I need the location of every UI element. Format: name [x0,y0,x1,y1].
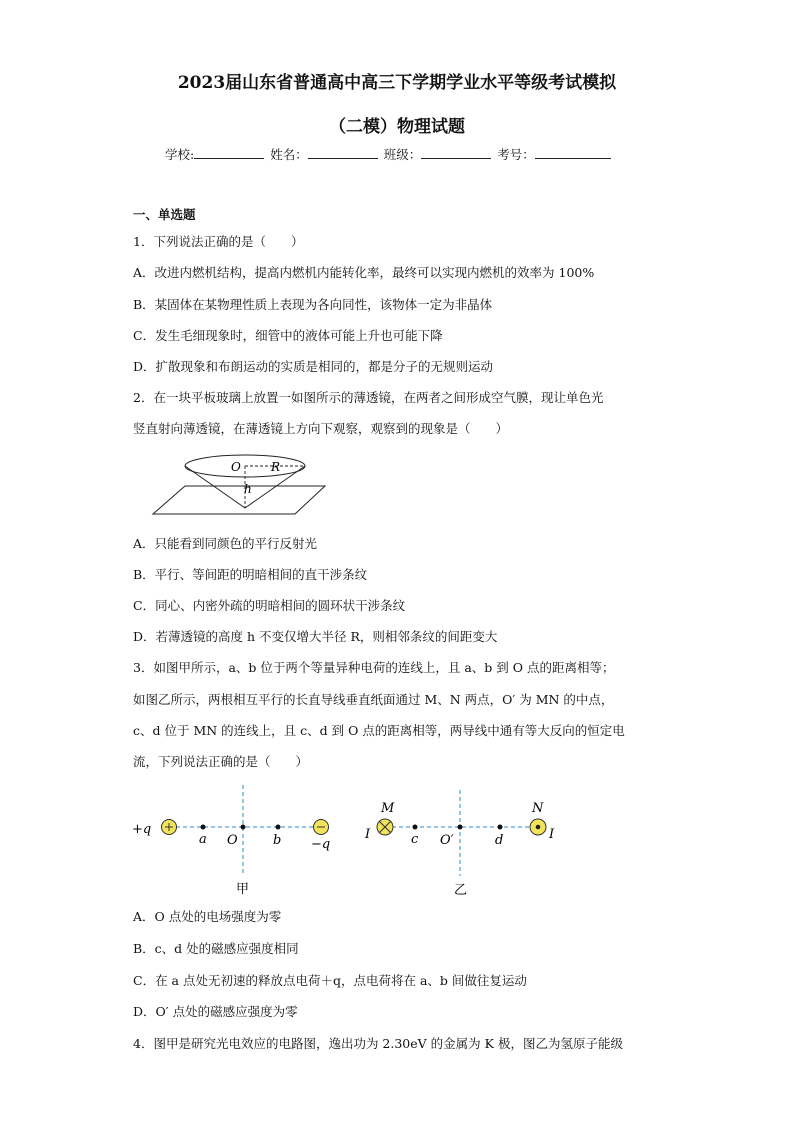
point-d [498,825,503,830]
q3-figure-yi [360,790,570,902]
caption-yi: 乙 [454,883,468,898]
q1-stem: 1．下列说法正确的是（ ） [133,234,304,249]
label-O: O [227,833,238,848]
label-minus-q: −q [311,837,331,852]
q1-option-b: B．某固体在某物理性质上表现为各向同性，该物体一定为非晶体 [133,297,493,312]
exam-no-label: 考号： [497,147,535,162]
q1-option-a: A．改进内燃机结构，提高内燃机内能转化率，最终可以实现内燃机的效率为 100% [133,265,595,280]
label-O: O [231,460,241,474]
q1-option-c: C．发生毛细现象时，细管中的液体可能上升也可能下降 [133,328,443,343]
q3-option-a: A．O 点处的电场强度为零 [133,909,282,924]
q2-stem-line1: 2．在一块平板玻璃上放置一如图所示的薄透镜，在两者之间形成空气膜，现让单色光 [133,390,604,405]
q2-option-c: C．同心、内密外疏的明暗相间的圆环状干涉条纹 [133,598,406,613]
label-b: b [273,833,282,848]
label-a: a [199,832,207,847]
school-label: 学校: [165,147,195,162]
q2-option-d: D．若薄透镜的高度 h 不变仅增大半径 R，则相邻条纹的间距变大 [133,629,498,644]
label-R: R [271,460,281,474]
name-blank[interactable] [308,145,378,159]
class-label: 班级： [383,147,422,162]
label-I-left: I [365,827,371,842]
caption-jia: 甲 [236,882,250,897]
q2-lens-figure [145,452,345,522]
q3-stem-line4: 流，下列说法正确的是（ ） [133,754,309,769]
label-h: h [244,482,252,496]
document-title-line2: （二模）物理试题 [329,117,465,137]
q3-option-b: B．c、d 处的磁感应强度相同 [133,941,299,956]
point-b [276,825,281,830]
label-plus-q: +q [132,822,152,837]
q4-stem-line1: 4．图甲是研究光电效应的电路图，逸出功为 2.30eV 的金属为 K 极，图乙为氢原子能级 [133,1036,623,1051]
q2-stem-line2: 竖直射向薄透镜，在薄透镜上方向下观察，观察到的现象是（ ） [133,421,509,436]
q3-option-c: C．在 a 点处无初速的释放点电荷＋q，点电荷将在 a、b 间做往复运动 [133,973,527,988]
label-M: M [381,801,395,816]
q2-option-b: B．平行、等间距的明暗相间的直干涉条纹 [133,567,368,582]
exam-no-blank[interactable] [535,145,611,159]
label-N: N [532,801,544,816]
glass-plate [153,486,325,514]
point-O-prime [458,825,463,830]
q1-option-d: D．扩散现象和布朗运动的实质是相同的，都是分子的无规则运动 [133,359,494,374]
student-info-line [165,145,613,163]
q3-figure-jia [128,783,360,901]
section-heading: 一、单选题 [133,207,196,222]
point-c [413,825,418,830]
class-blank[interactable] [421,145,491,159]
label-O-prime: O′ [440,833,454,848]
q3-option-d: D．O′ 点处的磁感应强度为零 [133,1004,298,1019]
q3-stem-line3: c、d 位于 MN 的连线上，且 c、d 到 O 点的距离相等，两导线中通有等大反向的恒定电 [133,723,625,738]
q3-stem-line2: 如图乙所示，两根相互平行的长直导线垂直纸面通过 M、N 两点，O′ 为 MN 的中点， [133,692,614,707]
label-d: d [495,833,504,848]
document-title-line1: 2023届山东省普通高中高三下学期学业水平等级考试模拟 [177,73,617,93]
name-label: 姓名： [270,147,308,162]
school-blank[interactable] [194,145,264,159]
q3-stem-line1: 3．如图甲所示，a、b 位于两个等量异种电荷的连线上，且 a、b 到 O 点的距离相等； [133,660,615,675]
point-a [201,825,206,830]
q2-option-a: A．只能看到同颜色的平行反射光 [133,536,318,551]
label-c: c [411,832,419,847]
point-O [241,825,246,830]
label-I-right: I [549,827,555,842]
